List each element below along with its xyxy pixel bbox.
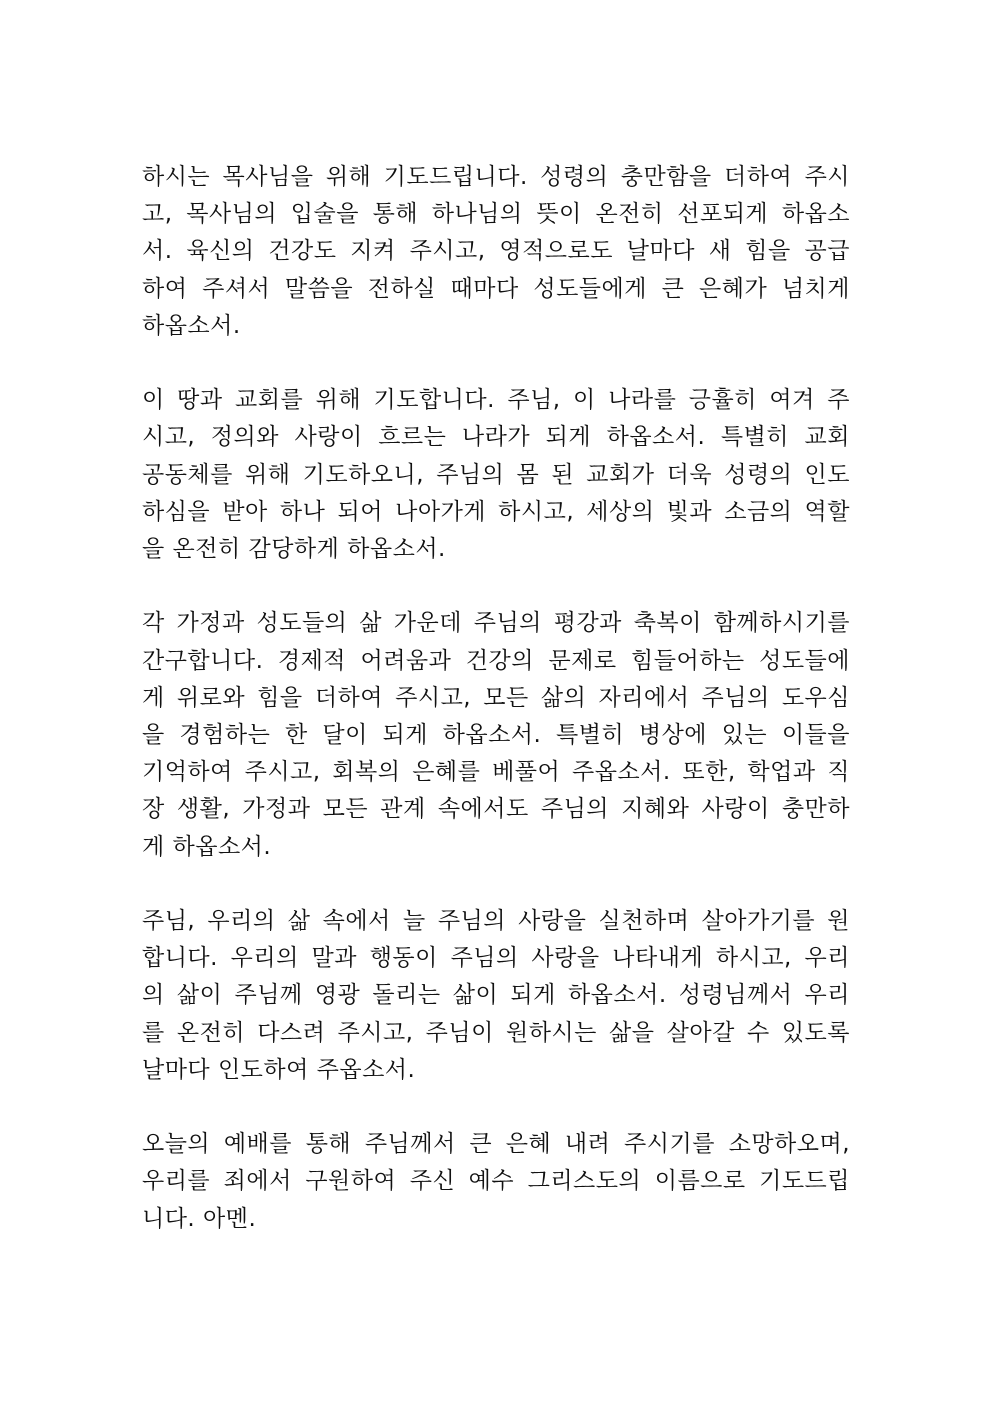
- text-line: 을 온전히 감당하게 하옵소서.: [142, 536, 446, 563]
- text-line: 각 가정과 성도들의 삶 가운데 주님의 평강과 축복이 함께하시기를: [142, 610, 850, 637]
- text-line: 게 하옵소서.: [142, 833, 272, 860]
- text-line: 니다. 아멘.: [142, 1205, 257, 1232]
- paragraph-living-love-prayer: [142, 903, 850, 1089]
- text-line: 장 생활, 가정과 모든 관계 속에서도 주님의 지혜와 사랑이 충만하: [142, 796, 850, 823]
- paragraph-pastor-prayer: [142, 159, 850, 345]
- paragraph-closing-prayer: [142, 1126, 850, 1238]
- text-line: 날마다 인도하여 주옵소서.: [142, 1056, 416, 1083]
- text-line: 합니다. 우리의 말과 행동이 주님의 사랑을 나타내게 하시고, 우리: [142, 945, 850, 972]
- text-line: 하여 주셔서 말씀을 전하실 때마다 성도들에게 큰 은혜가 넘치게: [142, 275, 850, 302]
- text-line: 오늘의 예배를 통해 주님께서 큰 은혜 내려 주시기를 소망하오며,: [142, 1131, 850, 1158]
- text-line: 주님, 우리의 삶 속에서 늘 주님의 사랑을 실천하며 살아가기를 원: [142, 908, 850, 935]
- text-line: 간구합니다. 경제적 어려움과 건강의 문제로 힘들어하는 성도들에: [142, 647, 850, 674]
- text-line: 하심을 받아 하나 되어 나아가게 하시고, 세상의 빛과 소금의 역할: [142, 498, 850, 525]
- text-line: 우리를 죄에서 구원하여 주신 예수 그리스도의 이름으로 기도드립: [142, 1168, 850, 1195]
- text-line: 서. 육신의 건강도 지켜 주시고, 영적으로도 날마다 새 힘을 공급: [142, 238, 850, 265]
- text-line: 의 삶이 주님께 영광 돌리는 삶이 되게 하옵소서. 성령님께서 우리: [142, 982, 850, 1009]
- paragraph-nation-church-prayer: [142, 382, 850, 568]
- text-line: 이 땅과 교회를 위해 기도합니다. 주님, 이 나라를 긍휼히 여겨 주: [142, 387, 850, 414]
- text-line: 하시는 목사님을 위해 기도드립니다. 성령의 충만함을 더하여 주시: [142, 164, 850, 190]
- text-line: 하옵소서.: [142, 312, 241, 339]
- paragraph-families-prayer: [142, 605, 850, 865]
- text-line: 기억하여 주시고, 회복의 은혜를 베풀어 주옵소서. 또한, 학업과 직: [142, 759, 850, 786]
- text-line: 고, 목사님의 입술을 통해 하나님의 뜻이 온전히 선포되게 하옵소: [142, 201, 850, 228]
- text-line: 시고, 정의와 사랑이 흐르는 나라가 되게 하옵소서. 특별히 교회: [142, 424, 850, 451]
- prayer-text-body: [142, 159, 850, 1275]
- text-line: 공동체를 위해 기도하오니, 주님의 몸 된 교회가 더욱 성령의 인도: [142, 461, 850, 488]
- text-line: 를 온전히 다스려 주시고, 주님이 원하시는 삶을 살아갈 수 있도록: [142, 1019, 850, 1046]
- text-line: 게 위로와 힘을 더하여 주시고, 모든 삶의 자리에서 주님의 도우심: [142, 684, 850, 711]
- text-line: 을 경험하는 한 달이 되게 하옵소서. 특별히 병상에 있는 이들을: [142, 722, 850, 749]
